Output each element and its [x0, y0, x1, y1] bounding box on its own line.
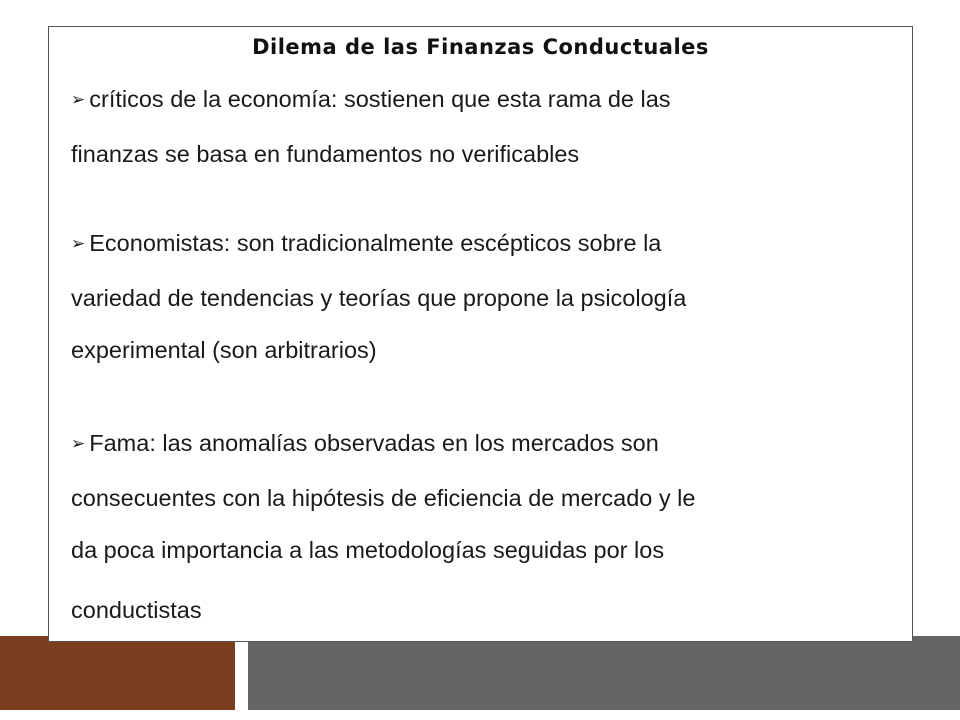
- slide-content-box: [48, 26, 913, 642]
- arrow-bullet-icon: ➢: [71, 234, 86, 253]
- bullet-line: consecuentes con la hipótesis de eficiencia de mercado y le: [71, 485, 696, 511]
- slide-title: Dilema de las Finanzas Conductuales: [252, 35, 709, 59]
- bullet-line: da poca importancia a las metodologías seguidas por los: [71, 537, 665, 563]
- bullet-line: críticos de la economía: sostienen que esta rama de las: [89, 86, 671, 112]
- bullet-economists: [71, 217, 941, 376]
- footer-brown-block: [0, 636, 235, 710]
- bullet-line: variedad de tendencias y teorías que propone la psicología: [71, 285, 687, 311]
- bullet-fama: [71, 417, 941, 636]
- arrow-bullet-icon: ➢: [71, 434, 86, 453]
- bullet-line: Fama: las anomalías observadas en los mercados son: [89, 430, 659, 456]
- bullet-line: Economistas: son tradicionalmente escépticos sobre la: [89, 230, 662, 256]
- footer-gray-block: [248, 636, 960, 710]
- bullet-critics: [71, 73, 941, 180]
- bullet-line: conductistas: [71, 597, 202, 623]
- bullet-line: finanzas se basa en fundamentos no verificables: [71, 141, 580, 167]
- bullet-line: experimental (son arbitrarios): [71, 337, 377, 363]
- arrow-bullet-icon: ➢: [71, 90, 86, 109]
